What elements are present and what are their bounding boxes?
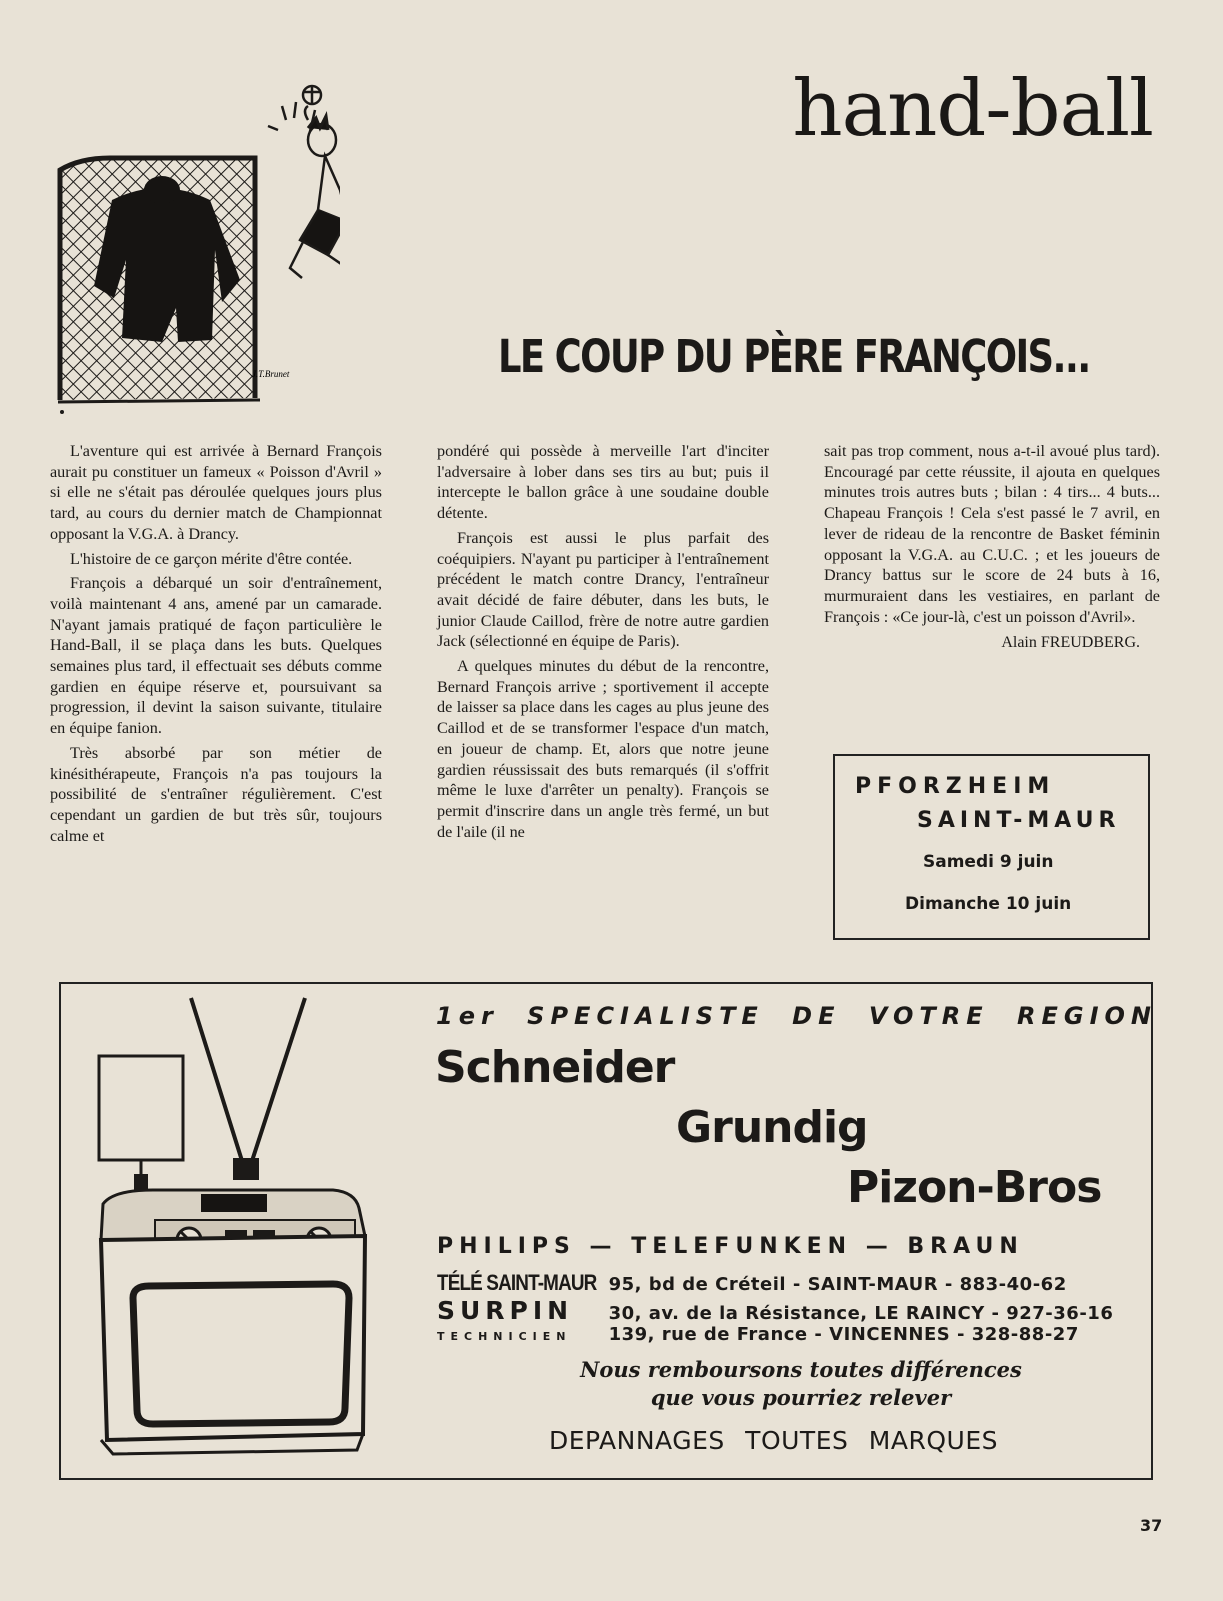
refund-promise-line-1: Nous remboursons toutes différences <box>580 1357 1022 1382</box>
ad-tagline: 1er SPECIALISTE DE VOTRE REGION <box>436 1002 1158 1030</box>
match-team-2: SAINT-MAUR <box>917 808 1121 833</box>
paragraph: A quelques minutes du début de la rencontre, Bernard François arrive ; sportivement il accepte de laisser sa place dans les cages au plus jeune des Caillod et de se transformer l'espace d'un match, en joueur de champ. Et, alors que notre jeune gardien réussissait des buts remarqués (il s'offrit même le luxe d'arrêter un penalty). François se permit d'inscrire dans un angle très fermé, un but de l'aile (il ne <box>437 657 769 841</box>
shop-name: SURPIN <box>437 1296 574 1325</box>
refund-promise-line-2: que vous pourriez relever <box>650 1385 952 1410</box>
shop-name: TÉLÉ SAINT-MAUR <box>437 1270 597 1295</box>
other-brands: PHILIPS — TELEFUNKEN — BRAUN <box>437 1234 1024 1259</box>
article-headline: LE COUP DU PÈRE FRANÇOIS... <box>498 330 1090 383</box>
article-column-3 <box>824 441 1160 654</box>
television-icon <box>93 994 373 1474</box>
match-date-1: Samedi 9 juin <box>923 852 1054 872</box>
page-number: 37 <box>1140 1516 1163 1535</box>
article-author: Alain FREUDBERG. <box>1001 634 1140 652</box>
shop-row <box>437 1296 1113 1325</box>
shop-row <box>437 1270 1067 1296</box>
paragraph: L'histoire de ce garçon mérite d'être contée. <box>70 549 353 568</box>
shop-address: 95, bd de Créteil - SAINT-MAUR - 883-40-62 <box>608 1274 1067 1295</box>
brand-pizon-bros: Pizon-Bros <box>847 1162 1102 1213</box>
article-column-1 <box>50 441 382 850</box>
match-date-2: Dimanche 10 juin <box>905 894 1072 914</box>
paragraph: François a débarqué un soir d'entraînement, voilà maintenant 4 ans, amené par un camarade. N'ayant jamais pratiqué de façon particulière le Hand-Ball, il se plaça dans les buts. Quelques semaines plus tard, il effectuait ses débuts comme gardien en équipe réserve et, poursuivant sa progression, il devint la saison suivante, titulaire en équipe fanion. <box>50 574 382 738</box>
article-column-2 <box>437 441 769 846</box>
repairs-line: DEPANNAGES TOUTES MARQUES <box>549 1426 998 1455</box>
handball-illustration <box>50 80 340 415</box>
paragraph: Très absorbé par son métier de kinésithérapeute, François n'a pas toujours la possibilité de s'entraîner régulièrement. C'est cependant un gardien de but très sûr, toujours calme et <box>50 743 382 845</box>
shop-address: 139, rue de France - VINCENNES - 328-88-27 <box>608 1324 1079 1345</box>
paragraph: sait pas trop comment, nous a-t-il avoué plus tard). Encouragé par cette réussite, il ajouta en quelques minutes trois autres buts ; bilan : 4 tirs... 4 buts... Chapeau François ! Cela s'est passé le 7 avril, en lever de rideau de la rencontre de Basket féminin opposant la V.G.A. au C.U.C. ; et les joueurs de Drancy battus sur le score de 24 buts à 16, murmuraient dans les vestiaires, en parlant de François : «Ce jour-là, c'est un poisson d'Avril». <box>824 442 1160 626</box>
brand-schneider: Schneider <box>435 1042 675 1093</box>
paragraph: pondéré qui possède à merveille l'art d'inciter l'adversaire à lober dans ses tirs au but; puis il intercepte le ballon grâce à une soudaine double détente. <box>437 442 769 523</box>
shop-name: TECHNICIEN <box>437 1330 572 1343</box>
match-announcement-box <box>833 754 1150 940</box>
paragraph: François est aussi le plus parfait des coéquipiers. N'ayant pu participer à l'entraînement précédent le match contre Drancy, l'entraîneur avait décidé de faire débuter, dans les buts, le junior Claude Caillod, frère de notre autre gardien Jack (sélectionné en équipe de Paris). <box>437 528 769 651</box>
shop-address: 30, av. de la Résistance, LE RAINCY - 927-36-16 <box>608 1303 1114 1324</box>
paragraph: L'aventure qui est arrivée à Bernard François aurait pu constituer un fameux « Poisson d'Avril » si elle ne s'était pas déroulée quelques jours plus tard, au cours du dernier match de Championnat opposant la V.G.A. à Drancy. <box>50 442 382 543</box>
match-team-1: PFORZHEIM <box>855 774 1056 799</box>
shop-row <box>437 1324 1079 1345</box>
tv-shop-advertisement <box>59 982 1158 1480</box>
illustration-signature: J.T.Brunet <box>252 369 290 379</box>
section-title: hand-ball <box>792 64 1153 154</box>
brand-grundig: Grundig <box>676 1102 868 1153</box>
